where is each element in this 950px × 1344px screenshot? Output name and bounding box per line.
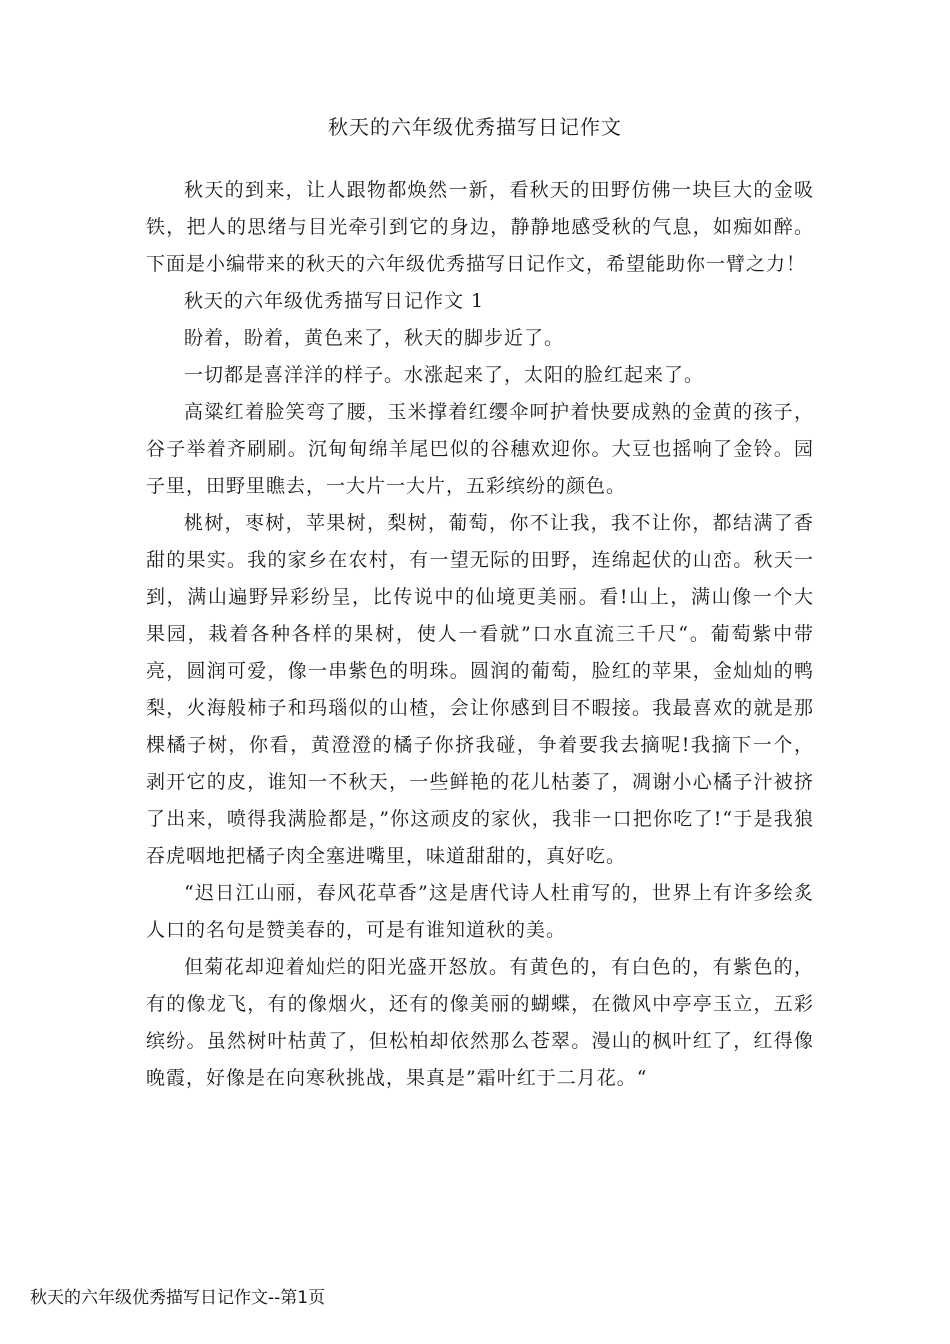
page-footer: 秋天的六年级优秀描写日记作文--第1页 xyxy=(30,1288,326,1308)
body-paragraph: 一切都是喜洋洋的样子。水涨起来了，太阳的脸红起来了。 xyxy=(184,364,705,386)
intro-paragraph: 秋天的到来，让人跟物都焕然一新，看秋天的田野仿佛一块巨大的金吸铁，把人的思绪与目光牵引到它的身边，静静地感受秋的气息，如痴如醉。下面是小编带来的秋天的六年级优秀描写日记作文，希望能助你一臂之力！ xyxy=(146,179,814,275)
body-paragraph: 高粱红着脸笑弯了腰，玉米撑着红缨伞呵护着快要成熟的金黄的孩子，谷子举着齐刷刷。沉甸甸绵羊尾巴似的谷穗欢迎你。大豆也摇响了金铃。园子里，田野里瞧去，一大片一大片，五彩缤纷的颜色。 xyxy=(146,401,814,497)
document-title: 秋天的六年级优秀描写日记作文 xyxy=(328,115,622,139)
body-paragraph: 但菊花却迎着灿烂的阳光盛开怒放。有黄色的，有白色的，有紫色的，有的像龙飞，有的像烟火，还有的像美丽的蝴蝶，在微风中亭亭玉立，五彩缤纷。虽然树叶枯黄了，但松柏却依然那么苍翠。漫山的枫叶红了，红得像晚霞，好像是在向寒秋挑战，果真是”霜叶红于二月花。“ xyxy=(146,956,814,1089)
body-paragraph: “迟日江山丽，春风花草香”这是唐代诗人杜甫写的，世界上有许多绘炙人口的名句是赞美春的，可是有谁知道秋的美。 xyxy=(146,882,814,941)
section-heading: 秋天的六年级优秀描写日记作文 1 xyxy=(184,290,485,312)
body-paragraph: 盼着，盼着，黄色来了，秋天的脚步近了。 xyxy=(184,327,565,349)
body-paragraph: 桃树，枣树，苹果树，梨树，葡萄，你不让我，我不让你，都结满了香甜的果实。我的家乡在农村，有一望无际的田野，连绵起伏的山峦。秋天一到，满山遍野异彩纷呈，比传说中的仙境更美丽。看!山上，满山像一个大果园，栽着各种各样的果树，使人一看就”口水直流三千尺“。葡萄紫中带亮，圆润可爱，像一串紫色的明珠。圆润的葡萄，脸红的苹果，金灿灿的鸭梨，火海般柿子和玛瑙似的山楂，会让你感到目不暇接。我最喜欢的就是那棵橘子树，你看，黄澄澄的橘子你挤我碰，争着要我去摘呢!我摘下一个，剥开它的皮，谁知一不秋天，一些鲜艳的花儿枯萎了，凋谢小心橘子汁被挤了出来，喷得我满脸都是，”你这顽皮的家伙，我非一口把你吃了!“于是我狼吞虎咽地把橘子肉全塞进嘴里，味道甜甜的，真好吃。 xyxy=(146,512,814,867)
document-body xyxy=(146,172,814,1097)
